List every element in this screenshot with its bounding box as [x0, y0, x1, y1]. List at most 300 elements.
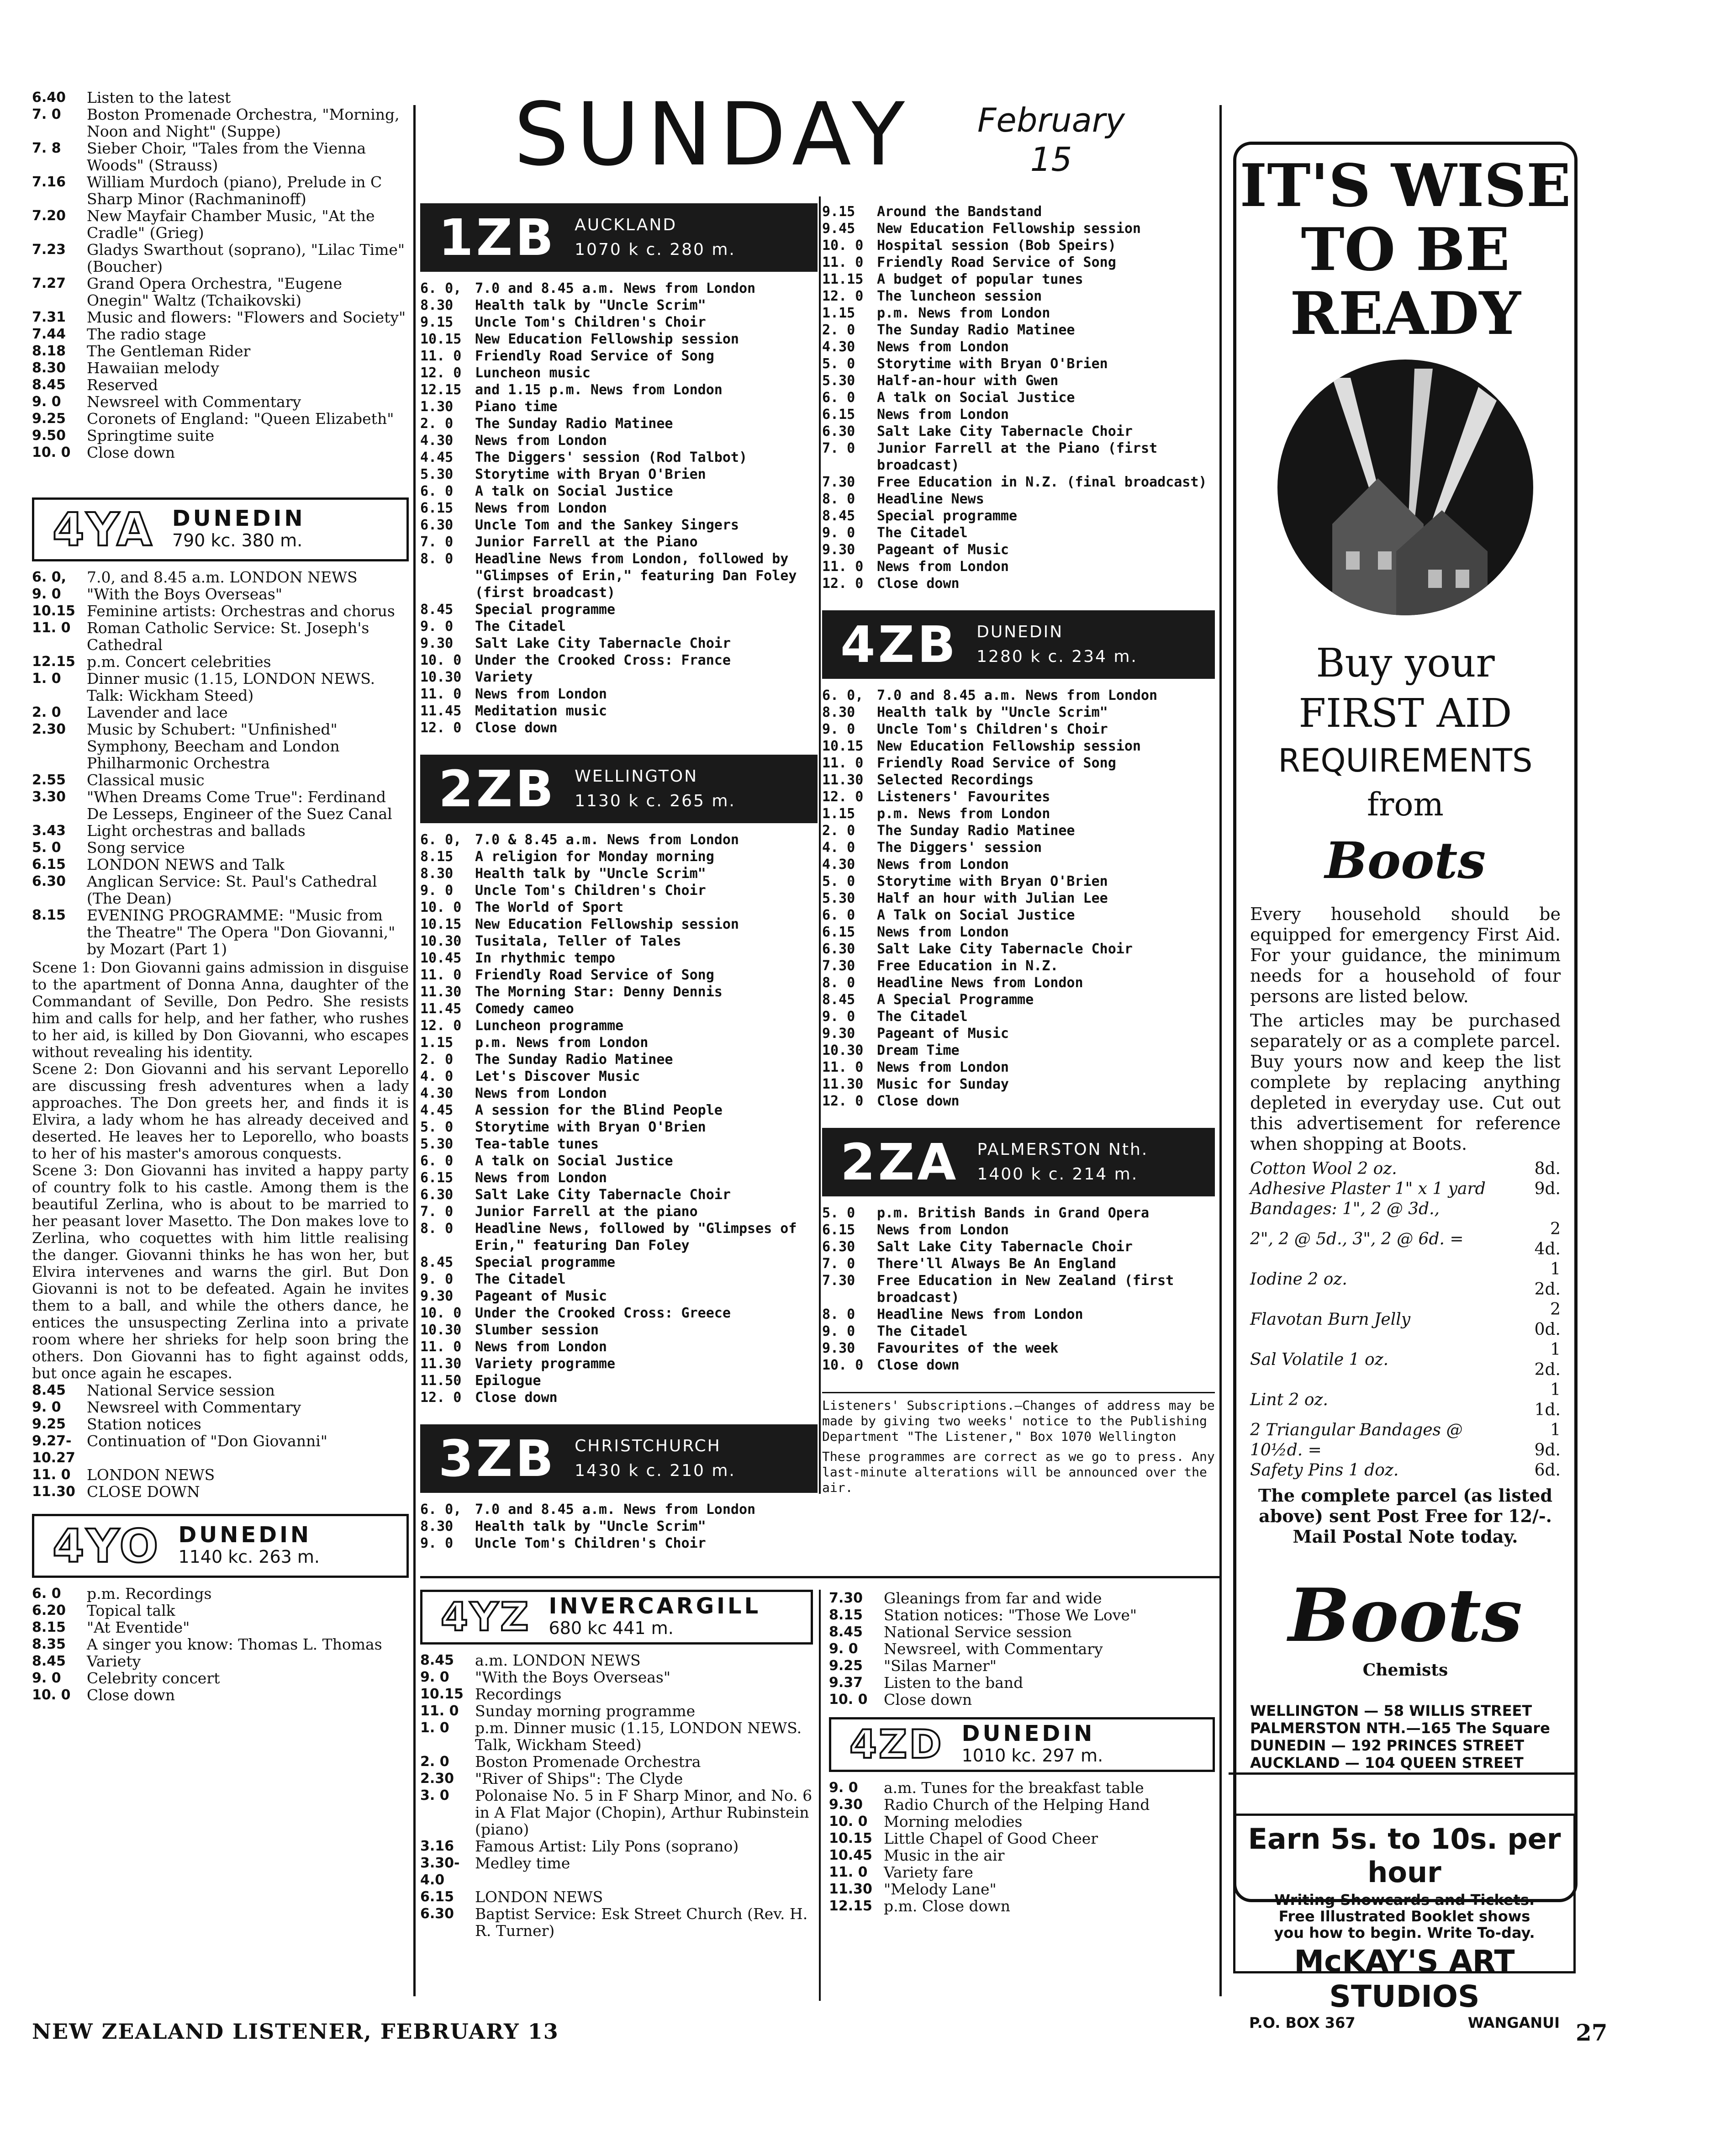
station-frequency: 1070 k c. 280 m. [575, 240, 736, 259]
program-entry [822, 772, 1215, 788]
program-entry [822, 1357, 1215, 1374]
program-entry [420, 1068, 818, 1085]
program-title: Salt Lake City Tabernacle Choir [877, 423, 1133, 439]
program-time: 3.16 [420, 1838, 454, 1854]
program-entry [32, 1483, 409, 1500]
program-time: 10. 0 [420, 652, 462, 668]
program-time: 7.30 [822, 1273, 855, 1289]
station-call-sign: 4YZ [441, 1594, 531, 1640]
program-title: Friendly Road Service of Song [475, 348, 714, 364]
program-entry [420, 500, 818, 517]
program-list [420, 1501, 818, 1552]
program-entry [420, 635, 818, 652]
first-aid-item [1250, 1300, 1561, 1340]
program-time: 7.30 [822, 474, 855, 490]
program-time: 6.30 [420, 1187, 454, 1203]
station-meta [575, 213, 736, 262]
station-city: PALMERSTON Nth. [977, 1140, 1149, 1159]
program-time: 6.15 [420, 1889, 454, 1905]
program-time: 9. 0 [822, 525, 855, 541]
program-list [32, 89, 409, 461]
station-call-sign: 1ZB [438, 208, 557, 267]
program-time: 11. 0 [420, 348, 462, 364]
program-entry [822, 839, 1215, 856]
program-entry [32, 360, 409, 376]
program-time: 2. 0 [822, 322, 855, 338]
program-title: "At Eventide" [87, 1618, 190, 1636]
program-time: 8.35 [32, 1636, 66, 1652]
program-entry [32, 586, 409, 603]
program-time: 12. 0 [420, 1018, 462, 1034]
program-title: The Citadel [877, 1323, 968, 1339]
program-time: 8.15 [420, 849, 454, 865]
program-title: Music and flowers: "Flowers and Society" [87, 308, 406, 326]
mckay-line: Free Illustrated Booklet shows [1278, 1908, 1530, 1925]
program-entry [822, 220, 1215, 237]
program-entry [822, 1238, 1215, 1255]
program-entry [822, 1042, 1215, 1059]
program-entry [822, 440, 1215, 474]
ad-headline-line: IT'S WISE [1240, 152, 1571, 220]
program-title: Sunday morning programme [475, 1702, 696, 1720]
program-time: 8.15 [829, 1607, 863, 1623]
program-time: 11. 0 [32, 620, 71, 636]
program-title: Feminine artists: Orchestras and chorus [87, 602, 395, 620]
program-entry [420, 1838, 813, 1855]
program-time: 10.15 [420, 1686, 464, 1702]
program-time: 3.30 [32, 789, 66, 805]
house-illustration [1277, 360, 1533, 615]
program-title: Newsreel, with Commentary [884, 1640, 1103, 1658]
program-title: William Murdoch (piano), Prelude in C Sharp Minor (Rachmaninoff) [87, 173, 382, 208]
program-time: 11. 0 [420, 1703, 459, 1719]
program-title: 7.0, and 8.45 a.m. LONDON NEWS [87, 568, 358, 586]
program-entry [420, 381, 818, 398]
station-header-4yo [32, 1514, 409, 1578]
program-entry [420, 1787, 813, 1838]
program-entry [32, 704, 409, 721]
program-entry [32, 1585, 409, 1602]
program-title: Uncle Tom's Children's Choir [475, 1535, 706, 1551]
program-time: 10. 0 [822, 238, 864, 254]
ad-headline [1236, 154, 1574, 346]
program-time: 9. 0 [420, 1535, 454, 1551]
program-list [32, 569, 409, 957]
program-entry [822, 423, 1215, 440]
scene-3-text: Scene 3: Don Giovanni has invited a happy party of country folk to his castle. Among them is the beautiful Zerlina, who is about to be married to her peasant lover Masetto. The Don makes love to Zerlina, who coquettes with him little realising the danger. Giovanni thinks he has won her, but Elvira intervenes and warns the girl. But Don Giovanni is not to be defeated. Again he invites them to a ball, and while the others dance, he entices the unsuspecting Zerlina into a private room where her shrieks for help soon bring the others. Don Giovanni has to fight against odds, but once again he escapes. [32, 1162, 409, 1382]
program-title: There'll Always Be An England [877, 1256, 1116, 1272]
station-frequency: 1430 k c. 210 m. [575, 1461, 736, 1480]
program-title: Friendly Road Service of Song [475, 967, 714, 983]
item-name: Cotton Wool 2 oz. [1250, 1159, 1397, 1178]
searchlight-icon [1277, 360, 1533, 615]
item-price: 1 2d. [1534, 1340, 1561, 1379]
program-title: New Education Fellowship session [877, 738, 1141, 754]
program-entry [420, 1220, 818, 1254]
program-time: 9.45 [822, 221, 855, 237]
program-title: Variety [87, 1652, 141, 1670]
program-time: 6.30 [822, 941, 855, 957]
item-name: Sal Volatile 1 oz. [1250, 1350, 1389, 1369]
mckay-text [1235, 1892, 1573, 1941]
program-entry [822, 288, 1215, 305]
program-title: Famous Artist: Lily Pons (soprano) [475, 1837, 739, 1855]
program-entry [829, 1640, 1215, 1657]
program-entry [32, 1382, 409, 1399]
item-price: 1 9d. [1534, 1421, 1561, 1460]
program-time: 8. 0 [420, 1221, 454, 1237]
program-time: 6.15 [822, 1222, 855, 1238]
program-list [32, 1382, 409, 1500]
program-time: 11. 0 [420, 1339, 462, 1355]
program-entry [32, 410, 409, 427]
program-entry [420, 967, 818, 984]
program-time: 8.45 [420, 1254, 454, 1270]
program-entry [32, 1416, 409, 1433]
station-frequency: 1010 kc. 297 m. [961, 1745, 1103, 1766]
station-call-sign: 2ZB [438, 760, 557, 818]
program-title: Friendly Road Service of Song [877, 254, 1116, 270]
program-entry [420, 831, 818, 848]
program-entry [829, 1864, 1215, 1881]
program-title: p.m. Recordings [87, 1585, 212, 1603]
ad-sub-first-aid: FIRST AID [1298, 691, 1512, 736]
program-time: 9.25 [32, 1416, 66, 1432]
ad-sub-requirements: REQUIREMENTS [1278, 742, 1533, 779]
program-entry [822, 1222, 1215, 1238]
program-time: 8.45 [32, 1653, 66, 1669]
program-time: 12.15 [32, 654, 75, 670]
program-time: 12. 0 [420, 1390, 462, 1406]
program-title: Radio Church of the Helping Hand [884, 1796, 1150, 1814]
program-time: 5. 0 [822, 873, 855, 889]
program-title: Tusitala, Teller of Tales [475, 933, 681, 949]
program-entry [822, 322, 1215, 338]
program-time: 1.30 [420, 399, 454, 415]
program-time: 11.30 [829, 1881, 872, 1897]
program-time: 8.30 [420, 866, 454, 882]
program-time: 10. 0 [32, 444, 71, 460]
program-entry [420, 1355, 818, 1372]
program-title: Pageant of Music [877, 542, 1009, 558]
program-time: 9.25 [32, 411, 66, 427]
program-entry [32, 174, 409, 207]
program-entry [822, 389, 1215, 406]
program-title: Uncle Tom's Children's Choir [475, 314, 706, 330]
program-entry [420, 686, 818, 703]
program-entry [420, 297, 818, 314]
program-entry [420, 1905, 813, 1939]
program-time: 6. 0, [420, 280, 462, 296]
program-list [420, 1652, 813, 1939]
ad-sub-buy: Buy your [1316, 640, 1495, 686]
program-title: Special programme [475, 1254, 616, 1270]
program-list [822, 687, 1215, 1110]
program-entry [822, 974, 1215, 991]
program-entry [32, 619, 409, 653]
program-title: EVENING PROGRAMME: "Music from the Theatre" The Opera "Don Giovanni," by Mozart (Part 1) [87, 906, 396, 958]
program-title: LONDON NEWS [87, 1466, 215, 1484]
ad-address: WELLINGTON — 58 WILLIS STREET [1250, 1702, 1532, 1719]
station-header-4zd [829, 1717, 1215, 1772]
program-time: 3.30-4.0 [420, 1855, 460, 1888]
item-name: Flavotan Burn Jelly [1250, 1310, 1411, 1329]
program-time: 9. 0 [420, 1271, 454, 1287]
program-time: 5.30 [822, 890, 855, 906]
program-time: 9. 0 [420, 1669, 449, 1685]
program-time: 10.45 [829, 1847, 872, 1863]
program-title: Headline News [877, 491, 984, 507]
program-list [420, 831, 818, 1406]
program-entry [420, 719, 818, 736]
program-entry [420, 1085, 818, 1102]
station-city: CHRISTCHURCH [575, 1437, 721, 1455]
program-entry [822, 558, 1215, 575]
program-entry [420, 365, 818, 381]
program-time: 7.20 [32, 208, 66, 224]
program-time: 9. 0 [420, 619, 454, 635]
program-entry [822, 508, 1215, 524]
program-title: Variety fare [884, 1863, 973, 1881]
program-time: 9. 0 [822, 1323, 855, 1339]
program-entry [420, 1753, 813, 1770]
ad-parcel-offer: The complete parcel (as listed above) sent Post Free for 12/-. Mail Postal Note today. [1258, 1485, 1553, 1547]
program-time: 6. 0, [32, 569, 66, 585]
program-time: 4.45 [420, 1102, 454, 1118]
program-title: News from London [475, 1085, 607, 1101]
program-title: New Education Fellowship session [475, 916, 739, 932]
program-title: The Gentleman Rider [87, 342, 251, 360]
program-title: Salt Lake City Tabernacle Choir [475, 1187, 731, 1203]
program-title: Junior Farrell at the Piano [475, 534, 698, 550]
station-call-sign: 4YO [53, 1519, 160, 1573]
program-time: 10.15 [420, 916, 462, 932]
program-title: Boston Promenade Orchestra, "Morning, Noon and Night" (Suppe) [87, 106, 400, 140]
program-title: The radio stage [87, 325, 206, 343]
ad-body-text-2: The articles may be purchased separately or as a complete parcel. Buy yours now and keep the list complete by replacing anything depleted in everyday use. Cut out this advertisement for reference when shopping at Boots. [1250, 1010, 1561, 1154]
program-entry [822, 524, 1215, 541]
program-entry [420, 1034, 818, 1051]
program-title: p.m. News from London [877, 806, 1050, 822]
program-entry [822, 338, 1215, 355]
program-time: 9. 0 [32, 1399, 61, 1415]
first-aid-item [1250, 1420, 1561, 1460]
program-entry [420, 1051, 818, 1068]
program-entry [822, 254, 1215, 271]
program-time: 9.30 [420, 1288, 454, 1304]
program-title: Storytime with Bryan O'Brien [475, 1119, 706, 1135]
program-time: 2. 0 [32, 704, 61, 720]
program-title: Favourites of the week [877, 1340, 1059, 1356]
column-rule [413, 105, 416, 1996]
program-entry [420, 618, 818, 635]
ad-address: PALMERSTON NTH.—165 The Square [1250, 1719, 1550, 1737]
program-title: Health talk by "Uncle Scrim" [877, 704, 1108, 720]
program-entry [822, 1093, 1215, 1110]
program-title: 7.0 and 8.45 a.m. News from London [475, 280, 756, 296]
program-time: 10. 0 [829, 1692, 868, 1708]
item-name: Bandages: 1", 2 @ 3d., [1250, 1200, 1440, 1218]
program-entry [420, 1518, 818, 1535]
station-call-sign: 4YA [53, 502, 154, 556]
program-entry [420, 1686, 813, 1703]
program-time: 12. 0 [822, 1093, 864, 1109]
program-entry [420, 601, 818, 618]
program-entry [420, 1535, 818, 1552]
program-entry [420, 1271, 818, 1288]
program-title: LONDON NEWS [475, 1888, 603, 1906]
ad-item-list [1236, 1154, 1574, 1485]
program-entry [829, 1779, 1215, 1796]
program-title: p.m. Dinner music (1.15, LONDON NEWS. Talk, Wickham Steed) [475, 1719, 802, 1754]
program-time: 6.30 [822, 1239, 855, 1255]
program-entry [829, 1607, 1215, 1624]
program-title: Station notices: "Those We Love" [884, 1606, 1137, 1624]
program-entry [822, 941, 1215, 957]
program-title: Gleanings from far and wide [884, 1589, 1102, 1607]
program-time: 8.30 [420, 297, 454, 313]
program-entry [822, 305, 1215, 322]
program-title: Uncle Tom's Children's Choir [475, 883, 706, 899]
program-time: 1. 0 [32, 671, 61, 687]
program-entry [822, 1255, 1215, 1272]
program-time: 1.15 [822, 305, 855, 321]
program-title: "With the Boys Overseas" [87, 585, 283, 603]
program-title: Salt Lake City Tabernacle Choir [877, 941, 1133, 957]
program-entry [829, 1624, 1215, 1640]
mckay-headline: Earn 5s. to 10s. per hour [1248, 1822, 1561, 1889]
program-entry [32, 1602, 409, 1619]
program-entry [829, 1691, 1215, 1708]
program-time: 12. 0 [420, 365, 462, 381]
scene-2-text: Scene 2: Don Giovanni and his servant Leporello are discussing fresh adventures when a lady approaches. The Don greets her, and finds it is Elvira, a lady whom he has already deceived and deserted. He leaves her to Leporello, who boasts to her of his master's amorous conquests. [32, 1060, 409, 1162]
program-title: Close down [877, 576, 960, 592]
program-entry [32, 444, 409, 461]
program-time: 9.25 [829, 1658, 863, 1674]
item-price: 6d. [1534, 1461, 1561, 1480]
station-meta [178, 1524, 320, 1568]
ad-addresses [1236, 1702, 1574, 1772]
program-title: LONDON NEWS and Talk [87, 856, 285, 873]
program-title: Pageant of Music [877, 1026, 1009, 1042]
program-time: 7. 0 [420, 534, 454, 550]
program-title: Close down [877, 1093, 960, 1109]
program-title: A talk on Social Justice [475, 1153, 673, 1169]
station-frequency: 1130 k c. 265 m. [575, 792, 736, 810]
program-time: 9.27-10.27 [32, 1433, 75, 1466]
program-entry [829, 1898, 1215, 1915]
program-entry [420, 1770, 813, 1787]
program-time: 5.30 [420, 466, 454, 482]
program-title: The Sunday Radio Matinee [475, 416, 673, 432]
program-time: 9.50 [32, 428, 66, 444]
ad-address: AUCKLAND — 104 QUEEN STREET [1250, 1754, 1524, 1772]
program-time: 11. 0 [822, 1059, 864, 1075]
program-entry [32, 1636, 409, 1653]
station-header-4yz [420, 1590, 813, 1645]
program-entry [420, 314, 818, 331]
program-title: Springtime suite [87, 427, 215, 444]
program-entry [822, 237, 1215, 254]
program-entry [420, 1703, 813, 1719]
program-entry [420, 1254, 818, 1271]
program-time: 9.15 [420, 314, 454, 330]
program-time: 10.15 [822, 738, 864, 754]
program-title: Close down [475, 720, 558, 736]
station-meta [575, 764, 736, 814]
program-title: Storytime with Bryan O'Brien [877, 356, 1108, 372]
program-time: 6. 0 [420, 483, 454, 499]
program-title: Half-an-hour with Gwen [877, 373, 1059, 389]
program-entry [32, 427, 409, 444]
program-title: News from London [475, 1170, 607, 1186]
program-title: The luncheon session [877, 288, 1042, 304]
program-time: 7.16 [32, 174, 66, 190]
program-time: 11.30 [822, 1076, 864, 1092]
section-rule [420, 1576, 1219, 1578]
program-title: Recordings [475, 1685, 562, 1703]
station-header-4ya [32, 497, 409, 561]
station-frequency: 1140 kc. 263 m. [178, 1547, 320, 1567]
station-meta [172, 508, 306, 551]
program-title: Health talk by "Uncle Scrim" [475, 297, 706, 313]
program-time: 1. 0 [420, 1720, 449, 1736]
program-title: A singer you know: Thomas L. Thomas [87, 1635, 382, 1653]
station-header-3zb [420, 1424, 818, 1493]
program-entry [32, 670, 409, 704]
program-title: New Education Fellowship session [877, 221, 1141, 237]
program-entry [822, 1306, 1215, 1323]
program-time: 4. 0 [822, 840, 855, 856]
program-entry [420, 652, 818, 669]
program-time: 8.15 [32, 907, 66, 923]
program-entry [420, 984, 818, 1000]
program-entry [822, 1025, 1215, 1042]
program-title: Grand Opera Orchestra, "Eugene Onegin" Waltz (Tchaikovski) [87, 275, 343, 309]
item-price: 9d. [1534, 1179, 1561, 1198]
item-price: 1 1d. [1534, 1380, 1561, 1419]
program-entry [420, 950, 818, 967]
station-call-sign: 4ZD [850, 1722, 944, 1767]
program-title: The Sunday Radio Matinee [877, 823, 1075, 839]
program-entry [420, 1372, 818, 1389]
program-entry [822, 788, 1215, 805]
program-time: 7. 0 [420, 1204, 454, 1220]
program-entry [32, 856, 409, 873]
station-call-sign: 4ZB [840, 615, 959, 674]
program-time: 11.50 [420, 1373, 462, 1389]
program-time: 9.30 [420, 635, 454, 651]
program-title: Station notices [87, 1415, 201, 1433]
program-entry [420, 933, 818, 950]
program-title: Hawaiian melody [87, 359, 219, 377]
program-title: Close down [884, 1691, 972, 1708]
program-entry [822, 890, 1215, 907]
program-title: Comedy cameo [475, 1001, 574, 1017]
program-entry [822, 1008, 1215, 1025]
program-time: 11.30 [32, 1484, 75, 1500]
program-title: "Melody Lane" [884, 1880, 997, 1898]
item-price: 2 0d. [1534, 1300, 1561, 1339]
program-time: 7. 8 [32, 140, 61, 156]
program-entry [420, 1203, 818, 1220]
boots-logo: Boots [1324, 831, 1486, 890]
program-entry [420, 1855, 813, 1888]
mckay-line: you how to begin. Write To-day. [1274, 1924, 1535, 1941]
program-entry [32, 653, 409, 670]
program-entry [32, 788, 409, 822]
ad-subheading [1236, 638, 1574, 739]
